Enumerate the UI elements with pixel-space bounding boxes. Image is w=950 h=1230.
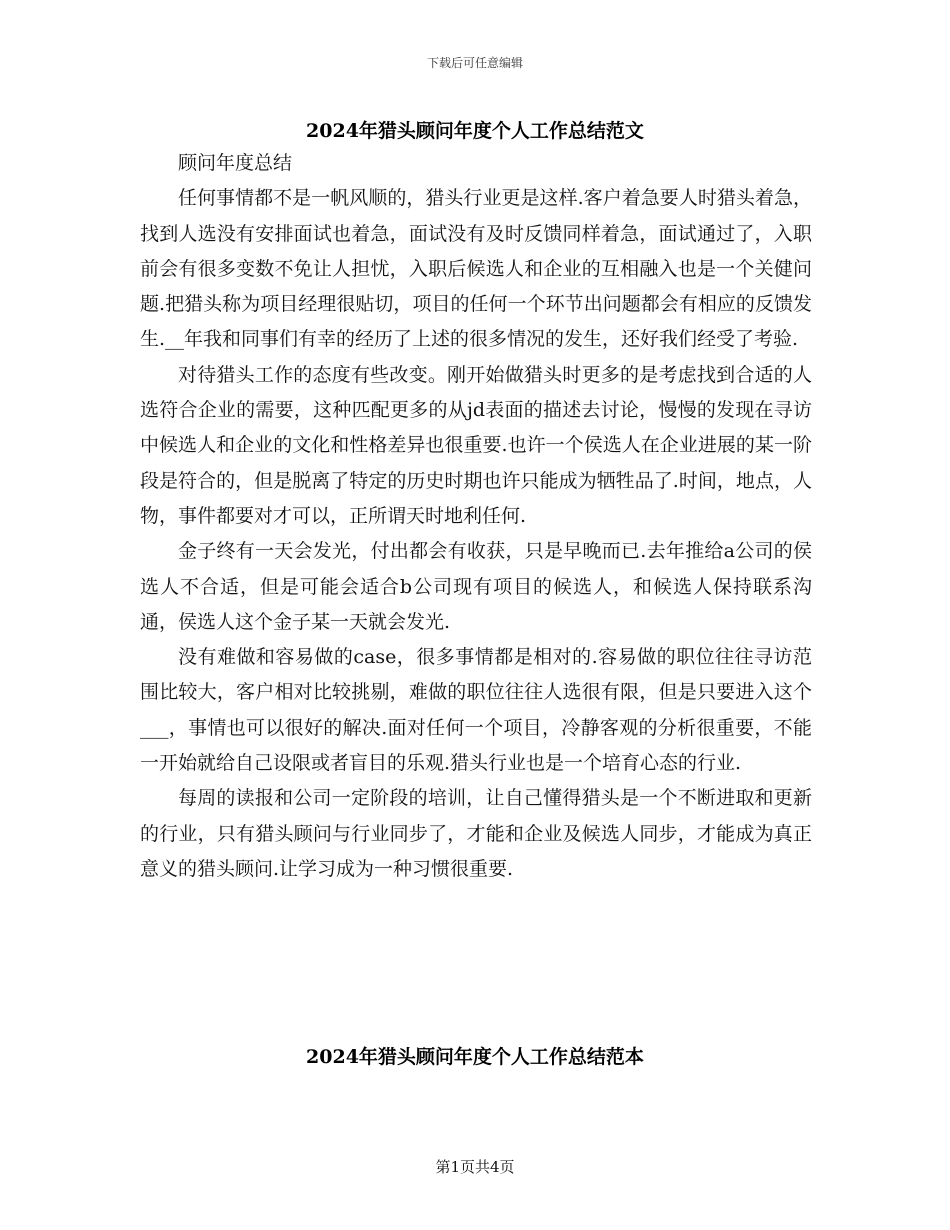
page-number: 第1页共4页 — [435, 1158, 515, 1176]
paragraph: 没有难做和容易做的case，很多事情都是相对的.容易做的职位往往寻访范围比较大，客户相对比较挑剔，难做的职位往往人选很有限，但是只要进入这个___，事情也可以很好的解决.面对任何一个项目，冷静客观的分析很重要，不能一开始就给自己设限或者盲目的乐观.猎头行业也是一个培育心态的行业. — [140, 646, 812, 775]
paragraph: 对待猎头工作的态度有些改变。刚开始做猎头时更多的是考虑找到合适的人选符合企业的需要，这种匹配更多的从jd表面的描述去讨论，慢慢的发现在寻访中候选人和企业的文化和性格差异也很重要.也许一个侯选人在企业进展的某一阶段是符合的，但是脱离了特定的历史时期也许只能成为牺牲品了.时间，地点，人物，事件都要对才可以，正所谓天时地利任何. — [140, 363, 812, 527]
header-note: 下载后可任意编辑 — [426, 56, 523, 70]
document-body — [140, 146, 812, 887]
document-title: 2024年猎头顾问年度个人工作总结范文 — [306, 120, 644, 142]
paragraph: 任何事情都不是一帆风顺的，猎头行业更是这样.客户着急要人时猎头着急，找到人选没有安排面试也着急，面试没有及时反馈同样着急，面试通过了，入职前会有很多变数不免让人担忧，入职后候选人和企业的互相融入也是一个关健问题.把猎头称为项目经理很贴切，项目的任何一个环节出问题都会有相应的反馈发生.__年我和同事们有幸的经历了上述的很多情况的发生，还好我们经受了考验. — [140, 187, 812, 351]
section-subtitle: 顾问年度总结 — [178, 152, 293, 174]
paragraph: 每周的读报和公司一定阶段的培训，让自己懂得猎头是一个不断进取和更新的行业，只有猎头顾问与行业同步了，才能和企业及候选人同步，才能成为真正意义的猎头顾问.让学习成为一种习惯很重要. — [140, 787, 812, 880]
paragraph: 金子终有一天会发光，付出都会有收获，只是早晚而已.去年推给a公司的侯选人不合适，但是可能会适合b公司现有项目的候选人，和候选人保持联系沟通，侯选人这个金子某一天就会发光. — [140, 540, 812, 633]
next-document-title: 2024年猎头顾问年度个人工作总结范本 — [306, 1046, 644, 1068]
